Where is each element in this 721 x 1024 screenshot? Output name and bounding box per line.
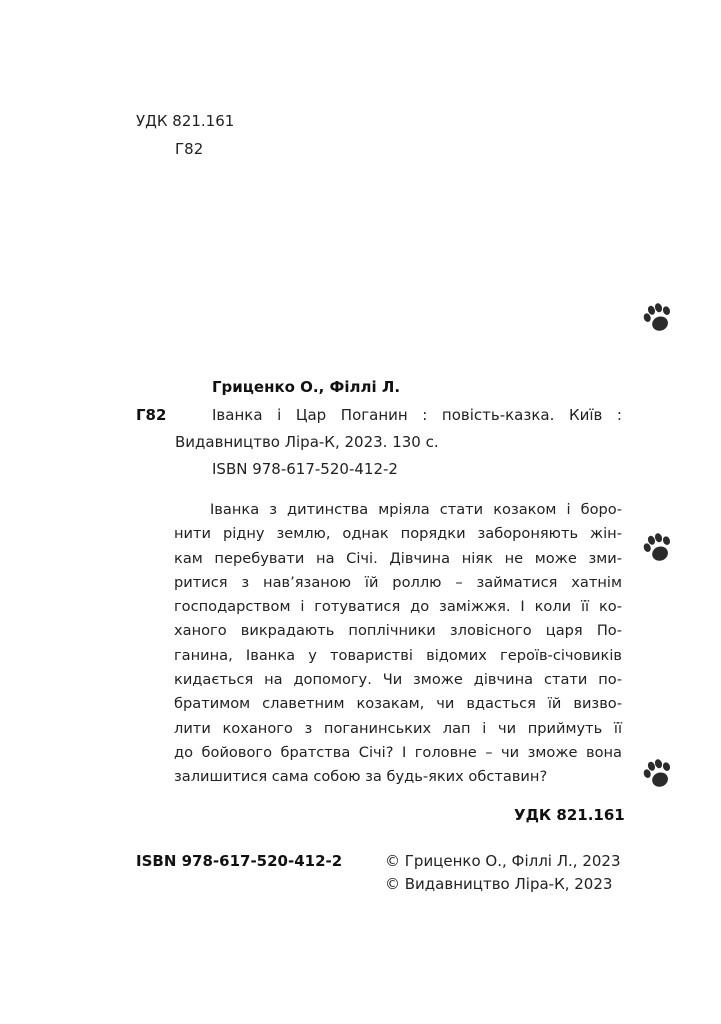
paw-print-icon [640,756,676,792]
udc-footer: УДК 821.161 [514,806,625,824]
entry-title-line-2: Видавництво Ліра-К, 2023. 130 с. [175,433,439,451]
annotation-paragraph [174,498,622,790]
catalog-code-top: Г82 [175,140,204,158]
annotation-line: кам перебувати на Січі. Дівчина ніяк не може зми- [174,549,622,567]
annotation-line: лити коханого з поганинських лап і чи приймуть її [174,719,622,737]
entry-catalog-code: Г82 [136,406,167,424]
annotation-line: до бойового братства Січі? І головне – чи зможе вона [174,743,622,761]
annotation-line: Іванка з дитинства мріяла стати козаком і боро- [210,501,622,518]
annotation-line: залишитися сама собою за будь-яких обставин? [174,768,548,786]
entry-isbn: ISBN 978-617-520-412-2 [212,460,398,478]
annotation-line: братимом славетним козакам, чи вдасться їй визво- [174,695,622,713]
udc-top: УДК 821.161 [136,112,235,130]
annotation-line: нити рідну землю, однак порядки забороняють жін- [174,525,622,543]
paw-print-icon [640,300,676,336]
paw-print-icon [640,530,676,566]
footer-isbn: ISBN 978-617-520-412-2 [136,852,343,870]
annotation-line: ханого викрадають поплічники зловісного царя По- [174,622,622,640]
annotation-line: кидається на допомогу. Чи зможе дівчина стати по- [174,671,622,689]
annotation-line: ганина, Іванка у товаристві відомих героїв-січовиків [174,646,622,664]
annotation-line: ритися з нав’язаною їй роллю – займатися хатнім [174,573,622,591]
copyright-publisher: © Видавництво Ліра-К, 2023 [385,875,613,893]
copyright-authors: © Гриценко О., Філлі Л., 2023 [385,852,621,870]
entry-authors: Гриценко О., Філлі Л. [212,378,401,396]
entry-title-line-1: Іванка і Цар Поганин : повість-казка. Київ : [212,406,622,424]
annotation-line: господарством і готуватися до заміжжя. І коли її ко- [174,598,622,616]
